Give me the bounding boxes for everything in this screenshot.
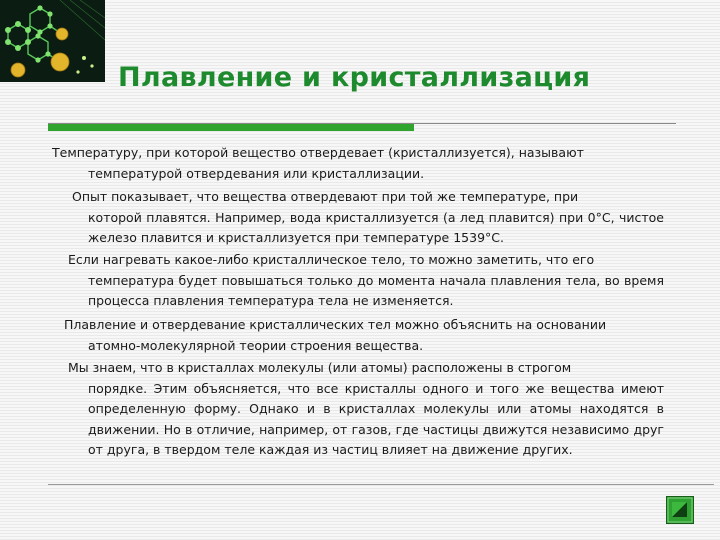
next-arrow-icon xyxy=(667,497,693,523)
paragraph-first-line: Плавление и отвердевание кристаллических тел можно объяснить на основании xyxy=(64,317,607,332)
paragraph-first-line: Мы знаем, что в кристаллах молекулы (или атомы) расположены в строгом xyxy=(68,360,572,375)
paragraph-first-line: Опыт показывает, что вещества отвердевают при той же температуре, при xyxy=(72,189,579,204)
slide-title: Плавление и кристаллизация xyxy=(118,62,591,93)
paragraph-continuation: температура будет повышаться только до момента начала плавления тела, во время процесса плавления температура тела не изменяется. xyxy=(88,272,664,308)
paragraph-first-line: Температуру, при которой вещество отвердевает (кристаллизуется), называют xyxy=(52,145,584,160)
paragraph-experiment xyxy=(72,187,664,249)
paragraph-crystallization-temperature xyxy=(52,143,664,184)
paragraph-first-line: Если нагревать какое-либо кристаллическое тело, то можно заметить, что его xyxy=(68,252,595,267)
next-slide-button[interactable] xyxy=(666,496,694,524)
paragraph-heating xyxy=(68,250,664,312)
paragraph-molecules xyxy=(68,358,664,461)
molecule-image xyxy=(0,0,105,82)
paragraph-continuation: порядке. Этим объясняется, что все кристаллы одного и того же вещества имеют определенную форму. Однако и в кристаллах молекулы или атомы находятся в движении. Но в отличие, например, от газов, где частицы движутся независимо друг от друга, в твердом теле каждая из частиц влияет на движение других. xyxy=(88,380,664,457)
footer-divider xyxy=(48,484,714,485)
paragraph-continuation: атомно-молекулярной теории строения вещества. xyxy=(88,337,424,353)
title-accent-bar xyxy=(48,124,414,131)
paragraph-continuation: температурой отвердевания или кристаллизации. xyxy=(88,165,425,181)
paragraph-continuation: которой плавятся. Например, вода кристаллизуется (а лед плавится) при 0°С, чистое железо плавится и кристаллизуется при температуре 1539°С. xyxy=(88,209,664,245)
paragraph-theory xyxy=(64,315,664,356)
